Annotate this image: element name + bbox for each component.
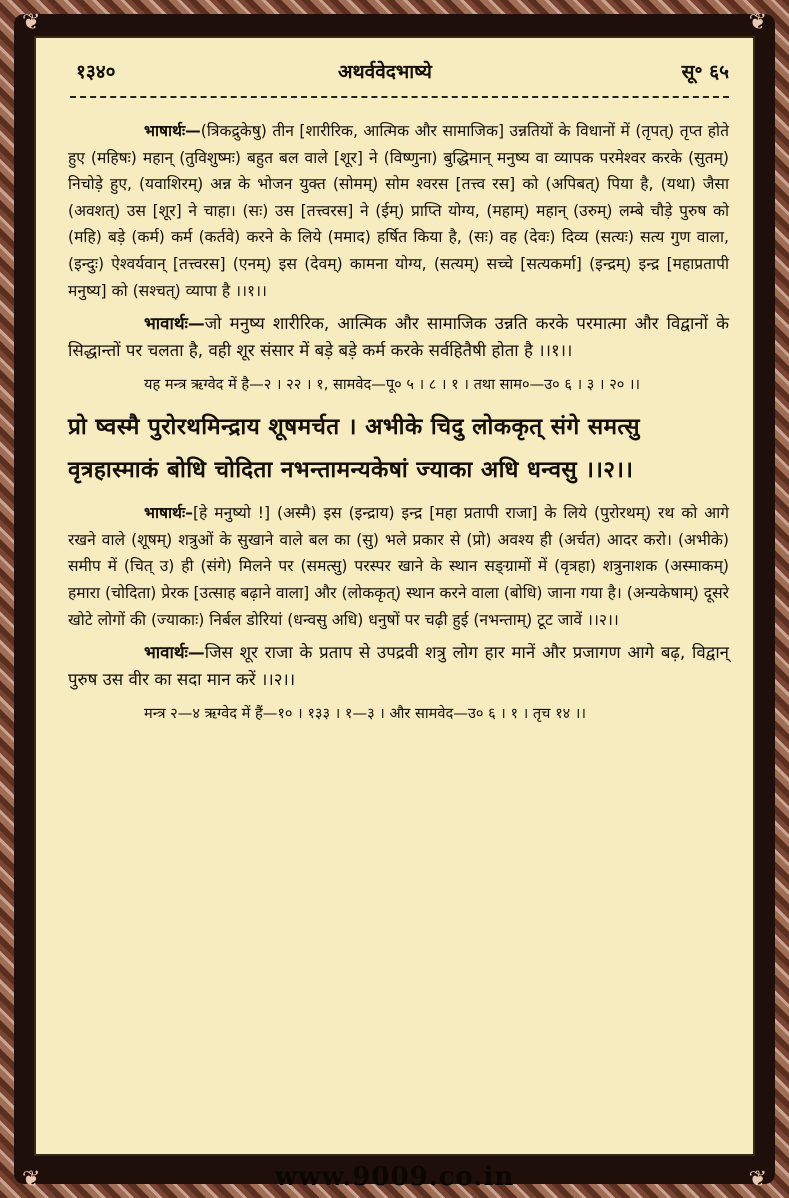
bhavartha-label: भावार्थः— [144,313,205,334]
corner-flourish-icon: ❦ [22,10,41,35]
padartha-text: [हे मनुष्यो !] (अस्मै) इस (इन्द्राय) इन्द्र [महा प्रतापी राजा] के लिये (पुरोरथम्) रथ को आगे रखने वाले (शूषम्) शत्रुओं के सुखाने वाले बल का (सु) भले प्रकार से (प्रो) अवश्य ही (अर्चत) आदर करो। (अभीके) समीप में (चित् उ) ही (संगे) मिलने पर (समत्सु) परस्पर खाने के स्थान सङ्ग्रामों में (वृत्रहा) शत्रुनाशक (अस्माकम्) हमारा (चोदिता) प्रेरक [उत्साह बढ़ाने वाला] और (लोककृत्) स्थान करने वाला (बोधि) जाना गया है। (अन्यकेषाम्) दूसरे खोटे लोगों की (ज्याकाः) निर्बल डोरियां (धन्वसु अधि) धनुषों पर चढ़ी हुई (नभन्ताम्) टूट जावें ।।२।। [68,504,729,629]
padartha-label: भाषार्थः— [144,122,201,140]
bhavartha-label: भावार्थः— [144,642,205,663]
padartha-1 [68,118,729,304]
sukta-number: सू॰ ६५ [681,61,729,83]
reference-2: मन्त्र २—४ ऋग्वेद में हैं—१० । १३३ । १—३ । और सामवेद—उ० ६ । १ । तृच १४ ।। [144,705,586,723]
corner-flourish-icon: ❦ [748,1167,767,1192]
page-body [68,118,729,727]
page-header [68,54,729,88]
book-title: अथर्ववेदभाष्ये [338,61,432,83]
padartha-2 [68,500,729,633]
bhavartha-2 [68,639,729,693]
padartha-label: भाषार्थः– [144,504,193,523]
corner-flourish-icon: ❦ [748,10,767,35]
header-divider [70,96,729,98]
bhavartha-text: जिस शूर राजा के प्रताप से उपद्रवी शत्रु लोग हार मानें और प्रजागण आगे बढ़, विद्वान् पुरुष उस वीर का सदा मान करें ।।२।। [68,642,729,690]
reference-1: यह मन्त्र ऋग्वेद में है—२ । २२ । १, सामवेद—पू० ५ । ८ । १ । तथा साम०—उ० ६ । ३ । २० ।। [144,376,641,394]
website-watermark: www.9009.co.in [274,1162,515,1192]
bhavartha-text: जो मनुष्य शारीरिक, आत्मिक और सामाजिक उन्नति करके परमात्मा और विद्वानों के सिद्धान्तों पर चलता है, वही शूर संसार में बड़े बड़े कर्म करके सर्वहितैषी होता है ।।१।। [68,313,729,361]
scripture-page [34,36,755,1156]
padartha-text: (त्रिकद्रुकेषु) तीन [शारीरिक, आत्मिक और सामाजिक] उन्नतियों के विधानों में (तृपत्) तृप्त होते हुए (महिषः) महान् (तुविशुष्मः) बहुत बल वाले [शूर] ने (विष्णुना) बुद्धिमान् मनुष्य वा व्यापक परमेश्वर करके (सुतम्) निचोड़े हुए, (यवाशिरम्) अन्न के भोजन युक्त (सोमम्) सोम श्वरस [तत्त्व रस] को (अपिबत्) पिया है, (यथा) जैसा (अवशत्) उस [शूर] ने चाहा। (सः) उस [तत्त्वरस] ने (ईम्) प्राप्ति योग्य, (महाम्) महान् (उरुम्) लम्बे चौड़े पुरुष को (महि) बड़े (कर्म) कर्म (कर्तवे) करने के लिये (ममाद) हर्षित किया है, (सः) वह (देवः) दिव्य (सत्यः) सत्य गुण वाला, (इन्दुः) ऐश्वर्यवान् [तत्त्वरस] (एनम्) इस (देवम्) कामना योग्य, (सत्यम्) सच्चे [सत्यकर्मा] (इन्द्रम्) इन्द्र [महाप्रतापी मनुष्य] को (सश्चत्) व्यापा है ।।१।। [68,122,729,300]
corner-flourish-icon: ❦ [22,1167,41,1192]
bhavartha-1 [68,310,729,364]
page-number: १३४० [76,61,116,83]
mantra-2: प्रो ष्वस्मै पुरोरथमिन्द्राय शूषमर्चत । अभीके चिदु लोककृत् संगे समत्सु वृत्रहास्माकं बोधि चोदिता नभन्तामन्यकेषां ज्याका अधि धन्वसु ।।२।। [68,414,640,484]
